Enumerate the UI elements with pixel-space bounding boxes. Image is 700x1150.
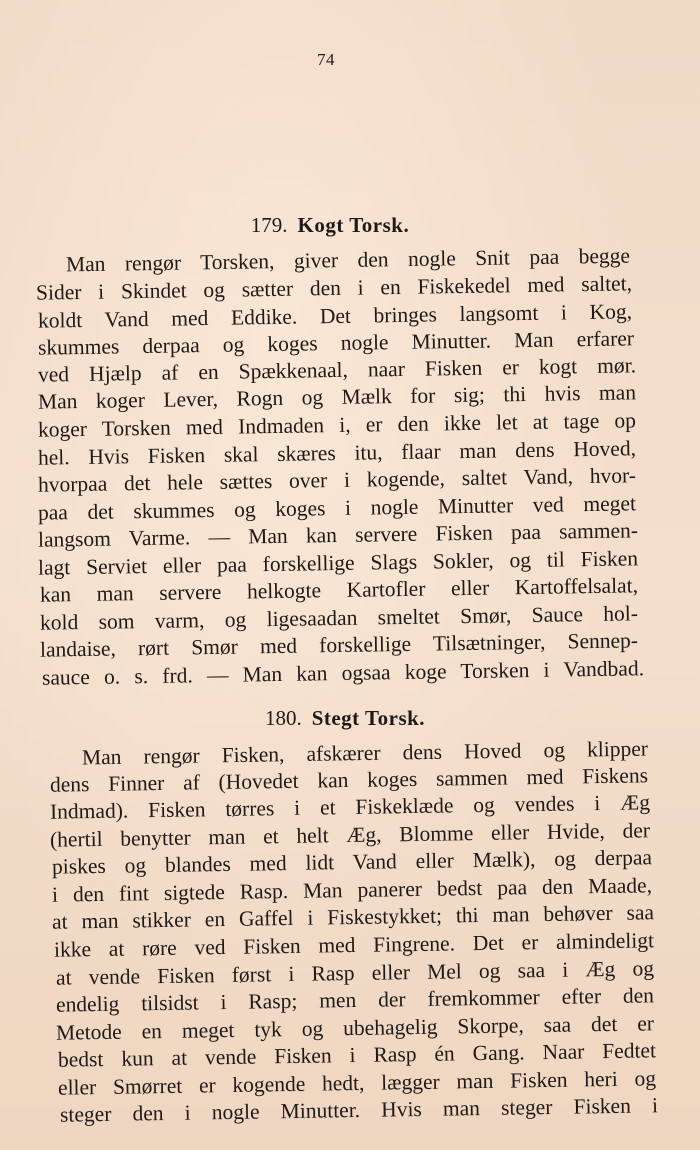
text-line: sauce o. s. frd. — Man kan ogsaa koge Torsken i Vandbad.	[41, 656, 645, 690]
text-line: eller Smørret er kogende hedt, lægger man Fisken heri og	[57, 1066, 657, 1100]
text-line: at vende Fisken først i Rasp eller Mel og saa i Æg og	[55, 956, 655, 990]
text-line: koldt Vand med Eddike. Det bringes langsomt i Kog,	[37, 299, 633, 333]
recipe-number: 180.	[264, 706, 302, 730]
text-line: Man koger Lever, Rogn og Mælk for sig; thi hvis man	[37, 380, 637, 414]
text-line: at man stikker en Gaffel i Fiskestykket; thi man behøver saa	[51, 900, 655, 934]
text-line: Man rengør Torsken, giver den nogle Snit paa begge	[65, 243, 631, 277]
recipe-number: 179.	[250, 213, 288, 237]
text-line: hvorpaa det hele sættes over i kogende, saltet Vand, hvor-	[37, 463, 637, 497]
text-line: kold som varm, og ligesaadan smeltet Smør, Sauce hol-	[39, 601, 639, 635]
text-line: steger den i nogle Minutter. Hvis man steger Fisken i	[59, 1093, 659, 1127]
text-line: (hertil benytter man et helt Æg, Blomme eller Hvide, der	[49, 818, 651, 852]
text-line: langsom Varme. — Man kan servere Fisken paa sammen-	[37, 518, 639, 552]
recipe-title: Stegt Torsk.	[311, 706, 426, 730]
text-line: hel. Hvis Fisken skal skæres itu, flaar man dens Hoved,	[37, 436, 637, 470]
recipe-title: Kogt Torsk.	[297, 213, 410, 237]
recipe-heading-179	[0, 213, 680, 238]
text-line: kan man servere helkogte Kartofler eller Kartoffelsalat,	[39, 573, 639, 607]
text-line: landaise, rørt Smør med forskellige Tilsætninger, Sennep-	[39, 628, 639, 662]
text-line: ikke at røre ved Fisken med Fingrene. Det er almindeligt	[53, 928, 655, 962]
text-line: skummes derpaa og koges nogle Minutter. Man erfarer	[37, 326, 635, 360]
text-line: lagt Serviet eller paa forskellige Slags Sokler, og til Fisken	[37, 546, 639, 580]
text-line: Metode en meget tyk og ubehagelig Skorpe, saa det er	[55, 1011, 655, 1045]
text-line: Man rengør Fisken, afskærer dens Hoved og klipper	[81, 736, 649, 770]
text-line: Indmad). Fisken tørres i et Fiskeklæde og vendes i Æg	[49, 790, 651, 824]
text-line: Sider i Skindet og sætter den i en Fiskekedel med saltet,	[35, 271, 633, 305]
text-line: i den fint sigtede Rasp. Man panerer bedst paa den Maade,	[51, 873, 653, 907]
text-line: bedst kun at vende Fisken i Rasp én Gang. Naar Fedtet	[57, 1038, 657, 1072]
text-line: piskes og blandes med lidt Vand eller Mælk), og derpaa	[51, 845, 653, 879]
text-line: ved Hjælp af en Spækkenaal, naar Fisken er kogt mør.	[37, 353, 637, 387]
text-line: paa det skummes og koges i nogle Minutter ved meget	[37, 491, 637, 525]
text-line: dens Finner af (Hovedet kan koges sammen med Fiskens	[49, 763, 649, 797]
page-number: 74	[317, 50, 335, 69]
text-line: koger Torsken med Indmaden i, er den ikke let at tage op	[37, 408, 637, 442]
recipe-heading-180	[0, 706, 695, 731]
text-line: endelig tilsidst i Rasp; men der fremkommer efter den	[55, 983, 655, 1017]
